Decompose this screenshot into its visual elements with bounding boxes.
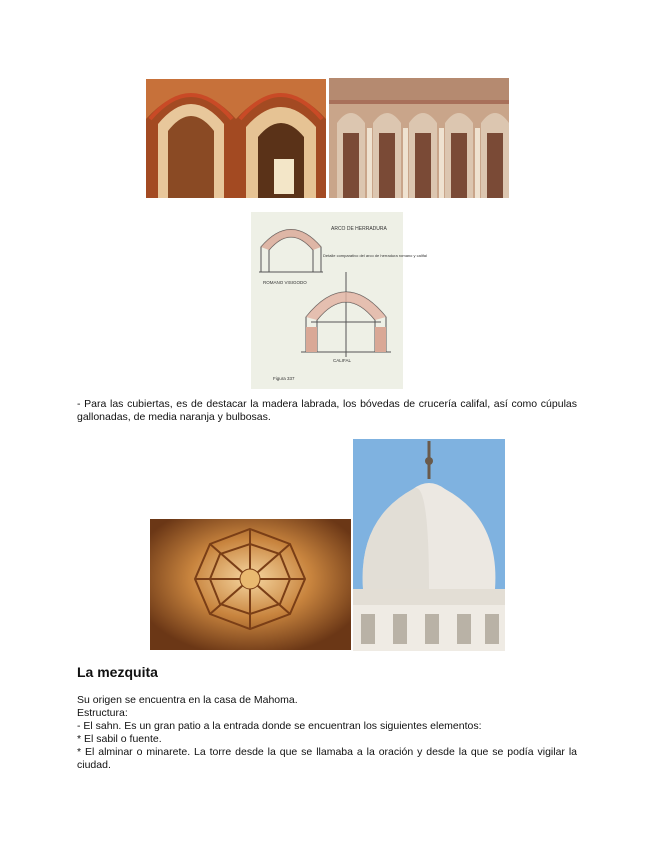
arches-interior-photo <box>146 79 326 198</box>
paragraph-cubiertas: - Para las cubiertas, es de destacar la madera labrada, los bóvedas de crucería califal, así como cúpulas gallonadas, de media naranja y bulbosas. <box>77 398 577 423</box>
line-estructura: Estructura: <box>77 707 128 719</box>
arch-diagram <box>251 212 427 389</box>
diagram-label-bottom: CALIFAL <box>333 358 352 363</box>
section-heading: La mezquita <box>77 664 158 680</box>
line-sahn: - El sahn. Es un gran patio a la entrada donde se encuentran los siguientes elementos: <box>77 720 482 732</box>
line-origen: Su origen se encuentra en la casa de Mahoma. <box>77 694 298 706</box>
diagram-label-left: ROMANO VISIGODO <box>263 280 307 285</box>
diagram-caption: Figura 337 <box>273 376 295 381</box>
diagram-label-mid: Detalle comparativo del arco de herradura romano y califal <box>323 253 427 258</box>
line-sabil: * El sabil o fuente. <box>77 733 162 745</box>
diagram-label-top: ARCO DE HERRADURA <box>331 226 387 232</box>
cupola-ceiling-photo <box>150 519 351 650</box>
dome-exterior-photo <box>353 439 505 651</box>
mezquita-text <box>77 694 577 772</box>
arches-facade-photo <box>329 78 509 198</box>
line-alminar: * El alminar o minarete. La torre desde la que se llamaba a la oración y desde la que se podía vigilar la ciudad. <box>77 746 577 771</box>
